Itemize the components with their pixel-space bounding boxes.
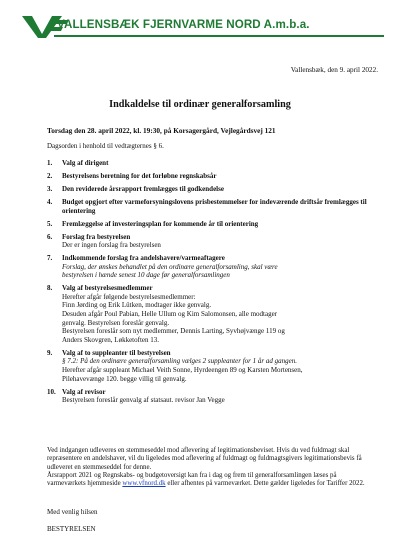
- agenda-item-number: 4.: [47, 197, 53, 206]
- agenda-item-number: 8.: [47, 284, 53, 293]
- agenda-item-number: 6.: [47, 232, 53, 241]
- agenda-item-number: 10.: [47, 387, 56, 396]
- agenda-item-detail: genvalg. Bestyrelsen foreslår genvalg.: [62, 318, 170, 327]
- organization-name: VALLENSBÆK FJERNVARME NORD A.m.b.a.: [57, 18, 310, 31]
- agenda-item: [47, 159, 377, 168]
- agenda-item-title: Forslag fra bestyrelsen: [62, 232, 131, 241]
- agenda-item-note: bestyrelsen i hænde senest 10 dage før generalforsamlingen: [62, 271, 230, 280]
- agenda-item-title: Den reviderede årsrapport fremlægges til godkendelse: [62, 184, 224, 193]
- meeting-details: Torsdag den 28. april 2022, kl. 19:30, på Korsagergård, Vejlegårdsvej 121: [47, 126, 276, 135]
- agenda-item: [47, 220, 377, 229]
- agenda-item-number: 2.: [47, 171, 53, 180]
- agenda-item-title: Fremlæggelse af investeringsplan for kommende år til orientering: [62, 219, 259, 228]
- agenda-item-title: Valg af bestyrelsesmedlemmer: [62, 284, 153, 293]
- closing-paragraph-2-end: eller afhentes på varmeværket. Dette gælder ligeledes for Tariffer 2022.: [165, 480, 365, 488]
- date-line: Vallensbæk, den 9. april 2022.: [290, 66, 378, 74]
- agenda-item-detail: Herefter afgår følgende bestyrelsesmedlemmer:: [62, 292, 196, 301]
- agenda-item: [47, 388, 377, 405]
- closing-paragraph-2-start: Årsrapport 2021 og Regnskabs- og budgetoversigt kan fra i dag og frem til generalforsamlingen læses på varmeværkets hjemmeside: [47, 471, 337, 488]
- agenda-item-detail: Herefter afgår suppleant Michael Veith Sonne, Hyrdeengen 89 og Karsten Mortensen,: [62, 366, 303, 374]
- agenda-item-detail: Desuden afgår Poul Pabian, Helle Ullum og Kim Salomonsen, alle modtager: [62, 310, 278, 319]
- agenda-item-title: Valg af dirigent: [62, 159, 109, 167]
- agenda-item-note: Forslag, der ønskes behandlet på den ordinære generalforsamling, skal være: [62, 262, 278, 271]
- agenda-item-title: Bestyrelsens beretning for det forløbne regnskabsår: [62, 171, 217, 180]
- agenda-item-number: 9.: [47, 348, 53, 357]
- agenda-item-number: 1.: [47, 159, 53, 167]
- agenda-item: [47, 284, 377, 344]
- closing-paragraph-2: [47, 472, 373, 489]
- letterhead: [22, 14, 382, 38]
- agenda-item-title: Budget opgjort efter varmeforsyningslovens prisbestemmelser for indeværende driftsår fremlægges til orientering: [62, 197, 367, 215]
- regards: Med venlig hilsen: [47, 508, 98, 516]
- agenda-intro: Dagsorden i henhold til vedtægternes § 6.: [47, 142, 164, 150]
- agenda-item-detail: Bestyrelsen foreslår genvalg af statsaut. revisor Jan Vegge: [62, 396, 225, 405]
- agenda-item: [47, 254, 377, 280]
- agenda-item: [47, 185, 377, 194]
- agenda-item: [47, 233, 377, 250]
- agenda-item-title: Indkommende forslag fra andelshavere/varmeaftagere: [62, 254, 225, 263]
- agenda-item-detail: Bestyrelsen foreslår som nyt medlemmer, Dennis Larting, Syvhøjvænge 119 og: [62, 327, 285, 336]
- agenda-item: [47, 198, 377, 215]
- agenda-item-detail: Anders Skovgren, Løkketoften 13.: [62, 335, 160, 344]
- agenda-item-note: § 7.2: På den ordinære generalforsamling vælges 2 suppleanter for 1 år ad gangen.: [62, 357, 297, 366]
- agenda-item: [47, 349, 377, 383]
- agenda-item-detail: Finn Jørding og Erik Lütken, modtager ikke genvalg.: [62, 301, 212, 310]
- signature-board: BESTYRELSEN: [47, 525, 96, 533]
- agenda-item-number: 5.: [47, 219, 53, 228]
- agenda-item-detail: Pilehavevænge 120. begge villig til genvalg.: [62, 374, 187, 383]
- agenda-list: [47, 159, 377, 409]
- closing-text: [47, 447, 373, 488]
- agenda-item-title: Valg af revisor: [62, 387, 106, 396]
- agenda-item-number: 7.: [47, 254, 53, 263]
- closing-paragraph-1: Ved indgangen udleveres en stemmeseddel mod aflevering af legitimationsbeviset. Hvis du ved fuldmagt skal repræsentere en andelshaver, vil du ligeledes mod aflevering af fuldmagt og fuldmagtsgivers legitimationsbevis få udleveret en stemmeseddel for denne.: [47, 447, 362, 471]
- document-title: Indkaldelse til ordinær generalforsamling: [109, 99, 291, 110]
- agenda-item-number: 3.: [47, 184, 53, 193]
- header-rule: [54, 35, 384, 37]
- agenda-item-detail: Der er ingen forslag fra bestyrelsen: [62, 241, 161, 250]
- website-link[interactable]: www.vfnord.dk: [122, 480, 166, 488]
- agenda-item: [47, 172, 377, 181]
- agenda-item-title: Valg af to suppleanter til bestyrelsen: [62, 348, 171, 357]
